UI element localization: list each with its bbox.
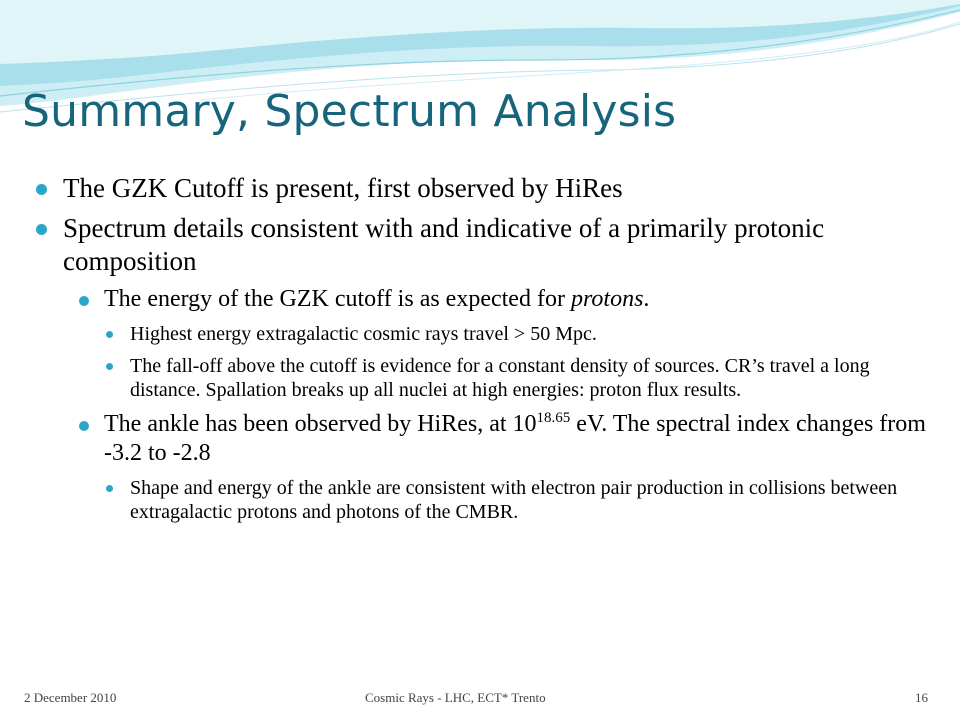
bullet-ankle — [79, 410, 941, 468]
bullet-text: The ankle has been observed by HiRes, at $10^{18.65}$ eV. The spectral index changes from -3.2 to -2.8 — [104, 410, 926, 466]
bullet-dot — [106, 331, 113, 338]
bullet-text: The fall-off above the cutoff is evidence for a constant density of sources. CR’s travel a long distance. Spallation breaks up all nuclei at high energies: proton flux results. — [130, 355, 870, 401]
footer-date: 2 December 2010 — [24, 690, 117, 705]
slide-body — [36, 172, 941, 532]
bullet-dot — [79, 296, 89, 306]
footer-title: Cosmic Rays - LHC, ECT* Trento — [365, 690, 546, 705]
bullet-text: Highest energy extragalactic cosmic rays travel > 50 Mpc. — [130, 323, 597, 345]
bullet-dot — [79, 421, 89, 431]
bullet-dot — [36, 184, 47, 195]
bullet-dot — [106, 485, 113, 492]
protons-emphasis: protons — [570, 286, 644, 312]
bullet-text: The GZK Cutoff is present, first observed by HiRes — [63, 173, 623, 203]
bullet-spectrum-details — [36, 212, 941, 278]
bullet-text: Shape and energy of the ankle are consistent with electron pair production in collisions between extragalactic protons and photons of the CMBR. — [130, 477, 898, 523]
bullet-gzk-cutoff — [36, 172, 941, 205]
bullet-ankle-shape — [106, 476, 941, 524]
slide-title: Summary, Spectrum Analysis — [22, 86, 677, 137]
energy-exponent: 18.65 — [536, 410, 571, 426]
bullet-gzk-energy — [79, 285, 941, 314]
bullet-text: Spectrum details consistent with and indicative of a primarily protonic composition — [63, 213, 825, 276]
bullet-dot — [106, 363, 113, 370]
bullet-dot — [36, 224, 47, 235]
bullet-text: The energy of the GZK cutoff is as expected for protons. — [104, 286, 650, 312]
bullet-travel-distance — [106, 322, 941, 346]
slide-number: 16 — [915, 690, 928, 705]
bullet-fall-off — [106, 354, 941, 402]
